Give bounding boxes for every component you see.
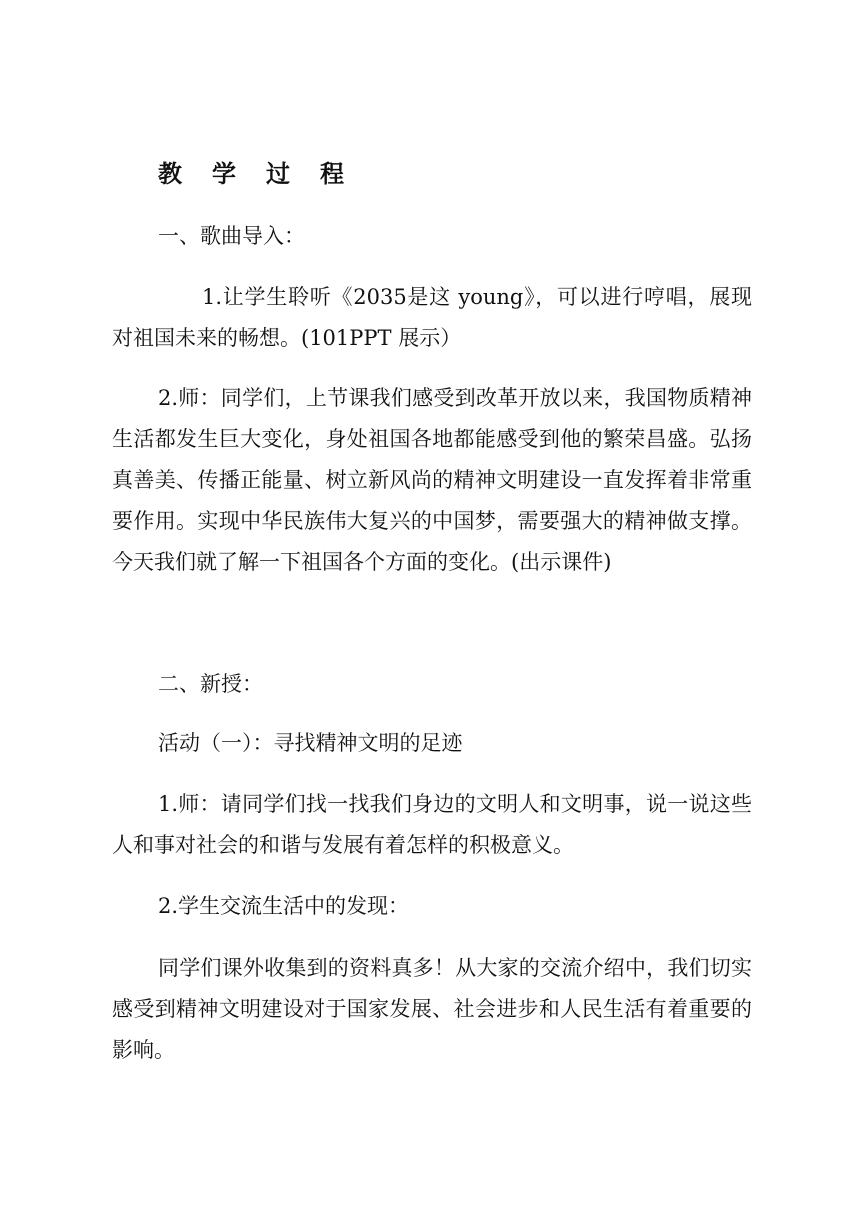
section-title-song-intro: 一、歌曲导入： bbox=[158, 224, 305, 248]
section-title-new-lesson: 二、新授： bbox=[158, 672, 263, 696]
activity-item-2: 2.学生交流生活中的发现： bbox=[158, 894, 410, 918]
paragraph-item-1: 1.让学生聆听《2035是这 young》，可以进行哼唱，展现对祖国未来的畅想。(101PPT 展示） bbox=[112, 285, 752, 350]
activity-item-1: 1.师：请同学们找一找我们身边的文明人和文明事，说一说这些人和事对社会的和谐与发展有着怎样的积极意义。 bbox=[112, 792, 752, 857]
page-title: 教学过程 bbox=[158, 159, 374, 188]
summary-paragraph: 同学们课外收集到的资料真多！从大家的交流介绍中，我们切实感受到精神文明建设对于国家发展、社会进步和人民生活有着重要的影响。 bbox=[112, 956, 752, 1062]
activity-title: 活动（一）：寻找精神文明的足迹 bbox=[158, 731, 463, 755]
paragraph-item-2: 2.师：同学们，上节课我们感受到改革开放以来，我国物质精神生活都发生巨大变化，身处祖国各地都能感受到他的繁荣昌盛。弘扬真善美、传播正能量、树立新风尚的精神文明建设一直发挥着非常重要作用。实现中华民族伟大复兴的中国梦，需要强大的精神做支撑。今天我们就了解一下祖国各个方面的变化。(出示课件) bbox=[112, 386, 752, 574]
